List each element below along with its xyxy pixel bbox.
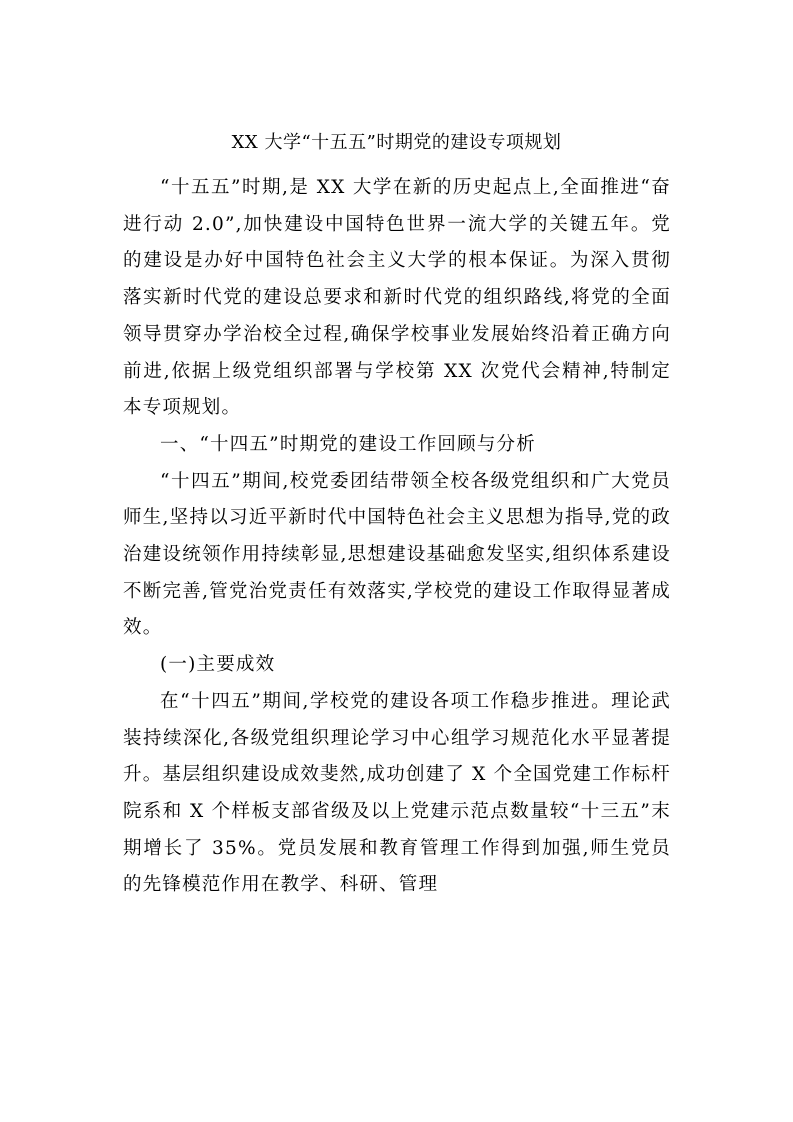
review-paragraph: “十四五”期间,校党委团结带领全校各级党组织和广大党员师生,坚持以习近平新时代中国特色社会主义思想为指导,党的政治建设统领作用持续彰显,思想建设基础愈发坚实,组织体系建设不断完善,管党治党责任有效落实,学校党的建设工作取得显著成效。 bbox=[123, 470, 671, 639]
subsection-heading: (一)主要成效 bbox=[160, 654, 276, 676]
achievements-paragraph: 在“十四五”期间,学校党的建设各项工作稳步推进。理论武装持续深化,各级党组织理论学习中心组学习规范化水平显著提升。基层组织建设成效斐然,成功创建了 X 个全国党建工作标杆院系和 X 个样板支部省级及以上党建示范点数量较“十三五”末期增长了 35%。党员发展和教育管理工作得到加强,师生党员的先锋模范作用在教学、科研、管理 bbox=[123, 690, 671, 896]
section-heading: 一、“十四五”时期党的建设工作回顾与分析 bbox=[160, 433, 536, 455]
document-body bbox=[123, 170, 671, 904]
document-title: XX 大学“十五五”时期党的建设专项规划 bbox=[231, 132, 562, 153]
intro-paragraph: “十五五”时期,是 XX 大学在新的历史起点上,全面推进“奋进行动 2.0”,加快建设中国特色世界一流大学的关键五年。党的建设是办好中国特色社会主义大学的根本保证。为深入贯彻落实新时代党的建设总要求和新时代党的组织路线,将党的全面领导贯穿办学治校全过程,确保学校事业发展始终沿着正确方向前进,依据上级党组织部署与学校第 XX 次党代会精神,特制定本专项规划。 bbox=[123, 177, 671, 419]
